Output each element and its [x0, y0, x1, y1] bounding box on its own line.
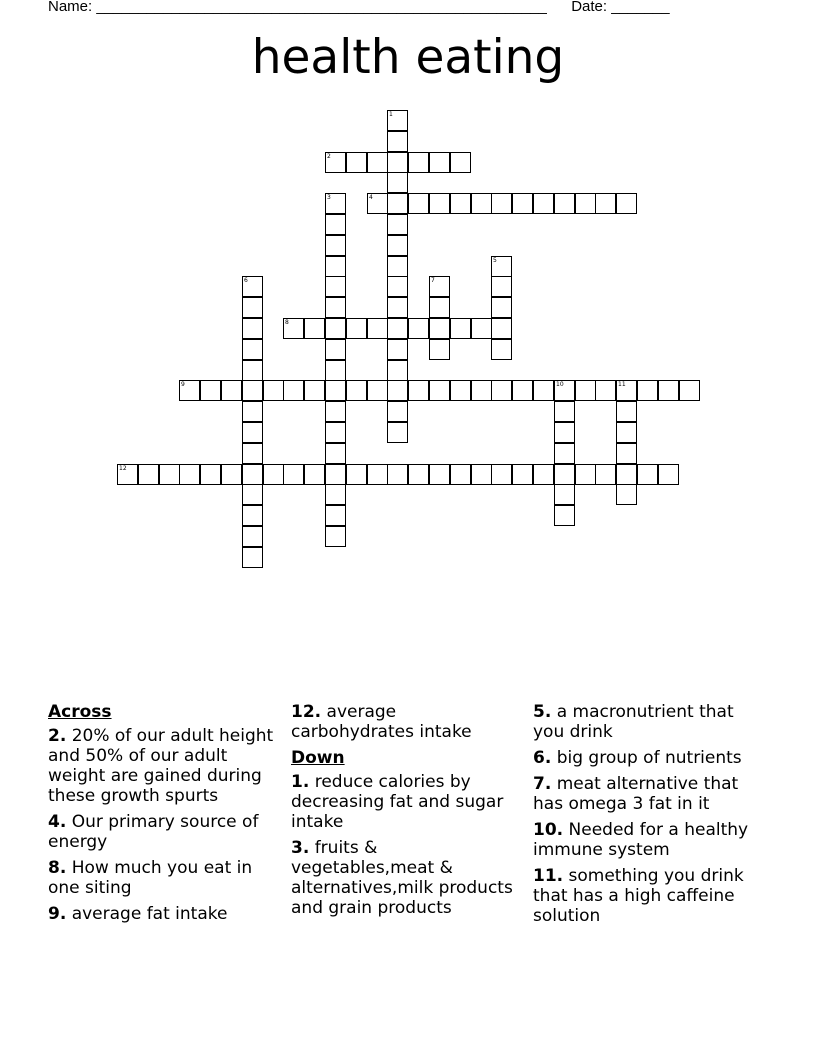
grid-cell[interactable]: [450, 152, 471, 173]
grid-cell[interactable]: [200, 464, 221, 485]
grid-cell[interactable]: [429, 152, 450, 173]
grid-cell[interactable]: [595, 193, 616, 214]
grid-cell[interactable]: [367, 152, 388, 173]
grid-cell[interactable]: [658, 380, 679, 401]
grid-cell[interactable]: [346, 152, 367, 173]
clue-number: 9: [181, 381, 185, 388]
grid-cell[interactable]: [387, 422, 408, 443]
grid-cell[interactable]: [325, 443, 346, 464]
grid-cell[interactable]: [325, 256, 346, 277]
grid-cell[interactable]: [491, 318, 512, 339]
grid-cell[interactable]: [325, 422, 346, 443]
grid-cell[interactable]: [616, 193, 637, 214]
grid-cell[interactable]: [242, 422, 263, 443]
grid-cell[interactable]: [346, 380, 367, 401]
grid-cell[interactable]: [429, 297, 450, 318]
grid-cell[interactable]: [471, 380, 492, 401]
grid-cell[interactable]: [367, 193, 388, 214]
date-field[interactable]: _______: [611, 0, 670, 15]
grid-cell[interactable]: [408, 464, 429, 485]
grid-cell[interactable]: [554, 443, 575, 464]
clue-down-10: 10. Needed for a healthy immune system: [533, 820, 749, 860]
grid-cell[interactable]: [429, 464, 450, 485]
grid-cell[interactable]: [387, 360, 408, 381]
grid-cell[interactable]: [429, 193, 450, 214]
grid-cell[interactable]: [242, 505, 263, 526]
grid-cell[interactable]: [346, 318, 367, 339]
grid-cell[interactable]: [242, 401, 263, 422]
grid-cell[interactable]: [575, 380, 596, 401]
grid-cell[interactable]: [387, 380, 408, 401]
grid-cell[interactable]: [491, 297, 512, 318]
grid-cell[interactable]: [429, 276, 450, 297]
clue-number: 12: [119, 465, 127, 472]
grid-cell[interactable]: [242, 547, 263, 568]
grid-cell[interactable]: [325, 526, 346, 547]
grid-cell[interactable]: [533, 464, 554, 485]
grid-cell[interactable]: [387, 172, 408, 193]
grid-cell[interactable]: [263, 464, 284, 485]
grid-cell[interactable]: [242, 484, 263, 505]
grid-cell[interactable]: [429, 380, 450, 401]
grid-cell[interactable]: [325, 318, 346, 339]
grid-cell[interactable]: [533, 380, 554, 401]
grid-cell[interactable]: [616, 422, 637, 443]
grid-cell[interactable]: [387, 297, 408, 318]
grid-cell[interactable]: [242, 443, 263, 464]
grid-cell[interactable]: [554, 193, 575, 214]
grid-cell[interactable]: [283, 318, 304, 339]
grid-cell[interactable]: [367, 464, 388, 485]
grid-cell[interactable]: [242, 380, 263, 401]
grid-cell[interactable]: [367, 380, 388, 401]
clue-down-11: 11. something you drink that has a high caffeine solution: [533, 866, 744, 926]
grid-cell[interactable]: [387, 401, 408, 422]
grid-cell[interactable]: [616, 443, 637, 464]
grid-cell[interactable]: [450, 464, 471, 485]
grid-cell[interactable]: [512, 380, 533, 401]
grid-cell[interactable]: [325, 360, 346, 381]
clue-down-1: 1. reduce calories by decreasing fat and sugar intake: [291, 772, 504, 832]
grid-cell[interactable]: [637, 464, 658, 485]
grid-cell[interactable]: [554, 484, 575, 505]
grid-cell[interactable]: [242, 276, 263, 297]
grid-cell[interactable]: [283, 464, 304, 485]
grid-cell[interactable]: [637, 380, 658, 401]
grid-cell[interactable]: [387, 193, 408, 214]
down-heading: Down: [291, 748, 345, 768]
grid-cell[interactable]: [471, 464, 492, 485]
grid-cell[interactable]: [387, 131, 408, 152]
clue-across-8: 8. How much you eat in one siting: [48, 858, 253, 898]
grid-cell[interactable]: [512, 464, 533, 485]
grid-cell[interactable]: [325, 484, 346, 505]
name-field[interactable]: ______________________________________________________: [96, 0, 547, 15]
clue-number: 10: [556, 381, 564, 388]
grid-cell[interactable]: [554, 464, 575, 485]
clue-number: 1: [389, 111, 393, 118]
grid-cell[interactable]: [408, 152, 429, 173]
grid-cell[interactable]: [325, 152, 346, 173]
grid-cell[interactable]: [325, 235, 346, 256]
grid-cell[interactable]: [304, 380, 325, 401]
grid-cell[interactable]: [179, 380, 200, 401]
grid-cell[interactable]: [491, 339, 512, 360]
grid-cell[interactable]: [491, 464, 512, 485]
clues-column-3: [533, 702, 763, 932]
grid-cell[interactable]: [263, 380, 284, 401]
clue-down-6: 6. big group of nutrients: [533, 748, 742, 768]
grid-cell[interactable]: [325, 339, 346, 360]
grid-cell[interactable]: [554, 401, 575, 422]
grid-cell[interactable]: [471, 318, 492, 339]
grid-cell[interactable]: [533, 193, 554, 214]
grid-cell[interactable]: [595, 464, 616, 485]
name-label: Name:: [48, 0, 93, 15]
grid-cell[interactable]: [325, 464, 346, 485]
grid-cell[interactable]: [387, 214, 408, 235]
grid-cell[interactable]: [159, 464, 180, 485]
clue-number: 7: [431, 277, 435, 284]
grid-cell[interactable]: [491, 380, 512, 401]
grid-cell[interactable]: [283, 380, 304, 401]
grid-cell[interactable]: [554, 422, 575, 443]
grid-cell[interactable]: [304, 318, 325, 339]
clue-number: 5: [493, 257, 497, 264]
grid-cell[interactable]: [387, 235, 408, 256]
clue-across-12: 12. average carbohydrates intake: [291, 702, 472, 742]
clue-across-2: 2. 20% of our adult height and 50% of our adult weight are gained during these growth spurts: [48, 726, 274, 806]
clue-number: 4: [369, 194, 373, 201]
clue-number: 8: [285, 319, 289, 326]
grid-cell[interactable]: [242, 318, 263, 339]
grid-cell[interactable]: [304, 464, 325, 485]
grid-cell[interactable]: [491, 276, 512, 297]
clue-number: 2: [327, 153, 331, 160]
grid-cell[interactable]: [387, 464, 408, 485]
grid-cell[interactable]: [242, 360, 263, 381]
grid-cell[interactable]: [491, 193, 512, 214]
grid-cell[interactable]: [429, 318, 450, 339]
grid-cell[interactable]: [575, 193, 596, 214]
grid-cell[interactable]: [325, 214, 346, 235]
grid-cell[interactable]: [325, 276, 346, 297]
grid-cell[interactable]: [450, 318, 471, 339]
clue-down-3: 3. fruits & vegetables,meat & alternatives,milk products and grain products: [291, 838, 513, 918]
grid-cell[interactable]: [679, 380, 700, 401]
grid-cell[interactable]: [387, 110, 408, 131]
grid-cell[interactable]: [117, 464, 138, 485]
grid-cell[interactable]: [554, 505, 575, 526]
grid-cell[interactable]: [491, 256, 512, 277]
grid-cell[interactable]: [408, 318, 429, 339]
grid-cell[interactable]: [387, 152, 408, 173]
clue-across-9: 9. average fat intake: [48, 904, 228, 924]
grid-cell[interactable]: [616, 401, 637, 422]
clue-number: 11: [618, 381, 626, 388]
grid-cell[interactable]: [325, 401, 346, 422]
date-label: Date:: [571, 0, 608, 15]
grid-cell[interactable]: [512, 193, 533, 214]
grid-cell[interactable]: [242, 464, 263, 485]
clue-number: 6: [244, 277, 248, 284]
grid-cell[interactable]: [325, 193, 346, 214]
grid-cell[interactable]: [408, 193, 429, 214]
grid-cell[interactable]: [387, 318, 408, 339]
grid-cell[interactable]: [179, 464, 200, 485]
grid-cell[interactable]: [616, 464, 637, 485]
grid-cell[interactable]: [242, 297, 263, 318]
grid-cell[interactable]: [387, 256, 408, 277]
grid-cell[interactable]: [616, 484, 637, 505]
grid-cell[interactable]: [367, 318, 388, 339]
clue-number: 3: [327, 194, 331, 201]
grid-cell[interactable]: [221, 380, 242, 401]
grid-cell[interactable]: [387, 276, 408, 297]
grid-cell[interactable]: [138, 464, 159, 485]
grid-cell[interactable]: [450, 380, 471, 401]
grid-cell[interactable]: [387, 339, 408, 360]
grid-cell[interactable]: [616, 380, 637, 401]
grid-cell[interactable]: [595, 380, 616, 401]
across-heading: Across: [48, 702, 112, 722]
clue-across-4: 4. Our primary source of energy: [48, 812, 259, 852]
grid-cell[interactable]: [346, 464, 367, 485]
clue-down-5: 5. a macronutrient that you drink: [533, 702, 734, 742]
grid-cell[interactable]: [200, 380, 221, 401]
clues-column-2: [291, 702, 521, 924]
clues-column-1: [48, 702, 278, 930]
grid-cell[interactable]: [450, 193, 471, 214]
grid-cell[interactable]: [221, 464, 242, 485]
clue-down-7: 7. meat alternative that has omega 3 fat in it: [533, 774, 739, 814]
grid-cell[interactable]: [325, 505, 346, 526]
grid-cell[interactable]: [471, 193, 492, 214]
grid-cell[interactable]: [575, 464, 596, 485]
grid-cell[interactable]: [554, 380, 575, 401]
puzzle-title: health eating: [251, 30, 565, 85]
grid-cell[interactable]: [408, 380, 429, 401]
grid-cell[interactable]: [242, 339, 263, 360]
grid-cell[interactable]: [325, 297, 346, 318]
grid-cell[interactable]: [658, 464, 679, 485]
grid-cell[interactable]: [242, 526, 263, 547]
grid-cell[interactable]: [325, 380, 346, 401]
grid-cell[interactable]: [429, 339, 450, 360]
